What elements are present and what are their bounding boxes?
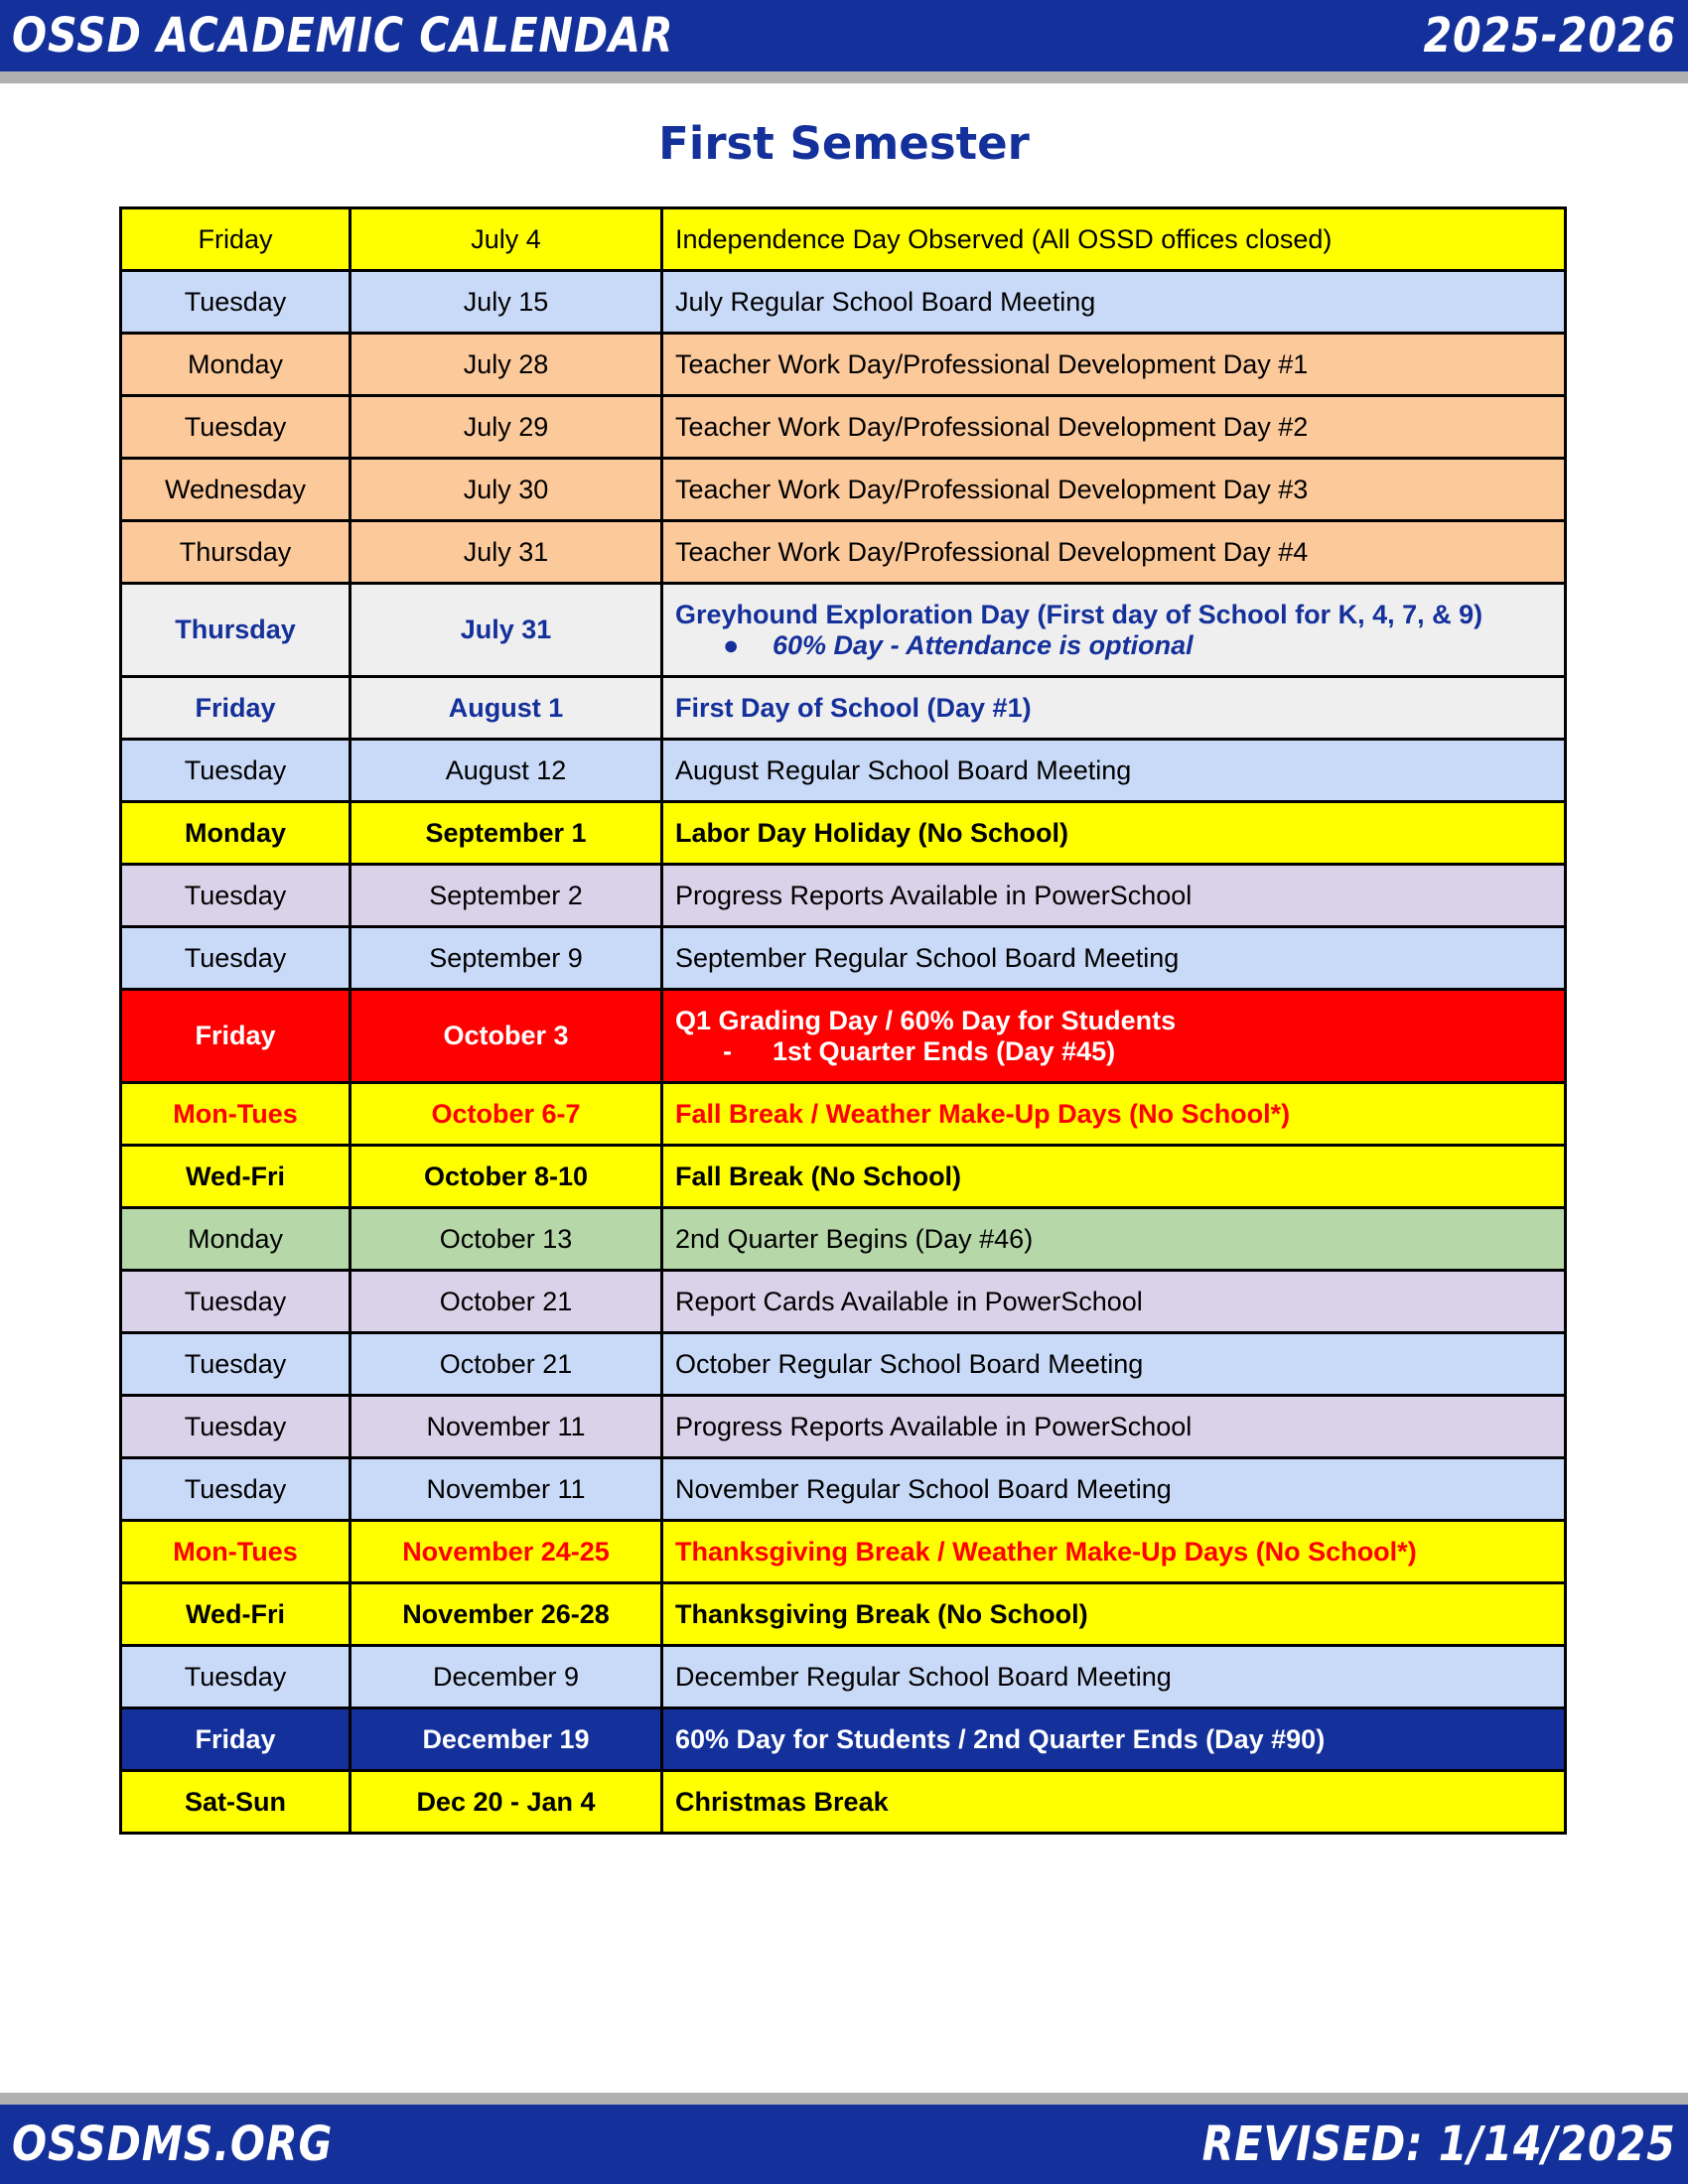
dash-icon: - <box>723 1035 732 1066</box>
date-cell: July 29 <box>351 396 662 459</box>
event-cell: Fall Break / Weather Make-Up Days (No School*) <box>662 1083 1566 1146</box>
day-cell: Tuesday <box>121 865 351 927</box>
event-cell: Progress Reports Available in PowerSchool <box>662 1396 1566 1458</box>
day-cell: Wed-Fri <box>121 1583 351 1646</box>
date-cell: September 2 <box>351 865 662 927</box>
event-cell: 60% Day for Students / 2nd Quarter Ends (Day #90) <box>662 1708 1566 1771</box>
day-cell: Sat-Sun <box>121 1771 351 1834</box>
date-cell: December 9 <box>351 1646 662 1708</box>
day-cell: Monday <box>121 1208 351 1271</box>
event-cell <box>662 584 1566 677</box>
date-cell: October 21 <box>351 1271 662 1333</box>
event-cell: Teacher Work Day/Professional Development Day #3 <box>662 459 1566 521</box>
table-row <box>121 584 1566 677</box>
date-cell: October 13 <box>351 1208 662 1271</box>
table-row <box>121 740 1566 802</box>
revised-date: REVISED: 1/14/2025 <box>1201 2116 1676 2172</box>
date-cell: November 11 <box>351 1396 662 1458</box>
day-cell: Tuesday <box>121 396 351 459</box>
event-description: Q1 Grading Day / 60% Day for Students <box>675 1005 1177 1035</box>
event-cell: Christmas Break <box>662 1771 1566 1834</box>
table-row <box>121 521 1566 584</box>
day-cell: Tuesday <box>121 1396 351 1458</box>
event-cell: Teacher Work Day/Professional Development Day #1 <box>662 334 1566 396</box>
event-description: Greyhound Exploration Day (First day of School for K, 4, 7, & 9) <box>675 599 1483 629</box>
event-cell: September Regular School Board Meeting <box>662 927 1566 990</box>
event-cell: August Regular School Board Meeting <box>662 740 1566 802</box>
event-cell: 2nd Quarter Begins (Day #46) <box>662 1208 1566 1271</box>
event-cell: First Day of School (Day #1) <box>662 677 1566 740</box>
table-row <box>121 990 1566 1083</box>
table-row <box>121 334 1566 396</box>
table-row <box>121 927 1566 990</box>
day-cell: Monday <box>121 802 351 865</box>
event-cell: Report Cards Available in PowerSchool <box>662 1271 1566 1333</box>
table-row <box>121 1146 1566 1208</box>
day-cell: Friday <box>121 208 351 271</box>
table-row <box>121 1771 1566 1834</box>
day-cell: Tuesday <box>121 1458 351 1521</box>
event-cell: Thanksgiving Break (No School) <box>662 1583 1566 1646</box>
table-row <box>121 865 1566 927</box>
date-cell: November 26-28 <box>351 1583 662 1646</box>
event-cell: Teacher Work Day/Professional Development Day #2 <box>662 396 1566 459</box>
table-row <box>121 802 1566 865</box>
calendar-table <box>119 206 1567 1835</box>
event-cell: October Regular School Board Meeting <box>662 1333 1566 1396</box>
date-cell: December 19 <box>351 1708 662 1771</box>
calendar-title: OSSD ACADEMIC CALENDAR <box>12 8 674 64</box>
table-row <box>121 1458 1566 1521</box>
event-cell: Labor Day Holiday (No School) <box>662 802 1566 865</box>
date-cell: July 4 <box>351 208 662 271</box>
footer-banner <box>0 2105 1688 2184</box>
event-subnote-text: 1st Quarter Ends (Day #45) <box>773 1035 1116 1066</box>
date-cell: October 3 <box>351 990 662 1083</box>
event-cell: Fall Break (No School) <box>662 1146 1566 1208</box>
day-cell: Mon-Tues <box>121 1083 351 1146</box>
date-cell: August 12 <box>351 740 662 802</box>
table-row <box>121 1333 1566 1396</box>
event-subnote <box>675 630 1552 661</box>
table-row <box>121 1396 1566 1458</box>
day-cell: Tuesday <box>121 1333 351 1396</box>
event-cell: July Regular School Board Meeting <box>662 271 1566 334</box>
date-cell: November 11 <box>351 1458 662 1521</box>
day-cell: Mon-Tues <box>121 1521 351 1583</box>
date-cell: November 24-25 <box>351 1521 662 1583</box>
day-cell: Friday <box>121 1708 351 1771</box>
table-row <box>121 677 1566 740</box>
date-cell: October 6-7 <box>351 1083 662 1146</box>
event-cell <box>662 990 1566 1083</box>
day-cell: Tuesday <box>121 1271 351 1333</box>
day-cell: Thursday <box>121 521 351 584</box>
table-row <box>121 396 1566 459</box>
date-cell: October 21 <box>351 1333 662 1396</box>
date-cell: July 31 <box>351 584 662 677</box>
table-row <box>121 1271 1566 1333</box>
date-cell: July 30 <box>351 459 662 521</box>
day-cell: Thursday <box>121 584 351 677</box>
day-cell: Tuesday <box>121 927 351 990</box>
school-year: 2025-2026 <box>1423 8 1676 64</box>
event-cell: December Regular School Board Meeting <box>662 1646 1566 1708</box>
date-cell: July 28 <box>351 334 662 396</box>
table-row <box>121 271 1566 334</box>
date-cell: September 1 <box>351 802 662 865</box>
table-row <box>121 208 1566 271</box>
table-row <box>121 1583 1566 1646</box>
date-cell: October 8-10 <box>351 1146 662 1208</box>
table-row <box>121 1708 1566 1771</box>
table-row <box>121 1208 1566 1271</box>
bullet-icon: ● <box>723 629 740 660</box>
day-cell: Tuesday <box>121 1646 351 1708</box>
date-cell: September 9 <box>351 927 662 990</box>
day-cell: Friday <box>121 677 351 740</box>
website-link[interactable]: OSSDMS.ORG <box>12 2116 334 2172</box>
table-row <box>121 1521 1566 1583</box>
semester-title: First Semester <box>658 117 1030 170</box>
day-cell: Friday <box>121 990 351 1083</box>
day-cell: Wednesday <box>121 459 351 521</box>
day-cell: Wed-Fri <box>121 1146 351 1208</box>
event-subnote-text: 60% Day - Attendance is optional <box>773 629 1194 660</box>
event-cell: Teacher Work Day/Professional Development Day #4 <box>662 521 1566 584</box>
date-cell: August 1 <box>351 677 662 740</box>
day-cell: Tuesday <box>121 740 351 802</box>
event-subnote <box>675 1036 1552 1067</box>
footer-divider <box>0 2093 1688 2105</box>
day-cell: Tuesday <box>121 271 351 334</box>
table-row <box>121 459 1566 521</box>
table-row <box>121 1083 1566 1146</box>
header-banner <box>0 0 1688 71</box>
event-cell: Thanksgiving Break / Weather Make-Up Days (No School*) <box>662 1521 1566 1583</box>
date-cell: July 15 <box>351 271 662 334</box>
event-cell: Independence Day Observed (All OSSD offices closed) <box>662 208 1566 271</box>
header-divider <box>0 71 1688 83</box>
date-cell: Dec 20 - Jan 4 <box>351 1771 662 1834</box>
event-cell: November Regular School Board Meeting <box>662 1458 1566 1521</box>
date-cell: July 31 <box>351 521 662 584</box>
table-row <box>121 1646 1566 1708</box>
day-cell: Monday <box>121 334 351 396</box>
event-cell: Progress Reports Available in PowerSchool <box>662 865 1566 927</box>
